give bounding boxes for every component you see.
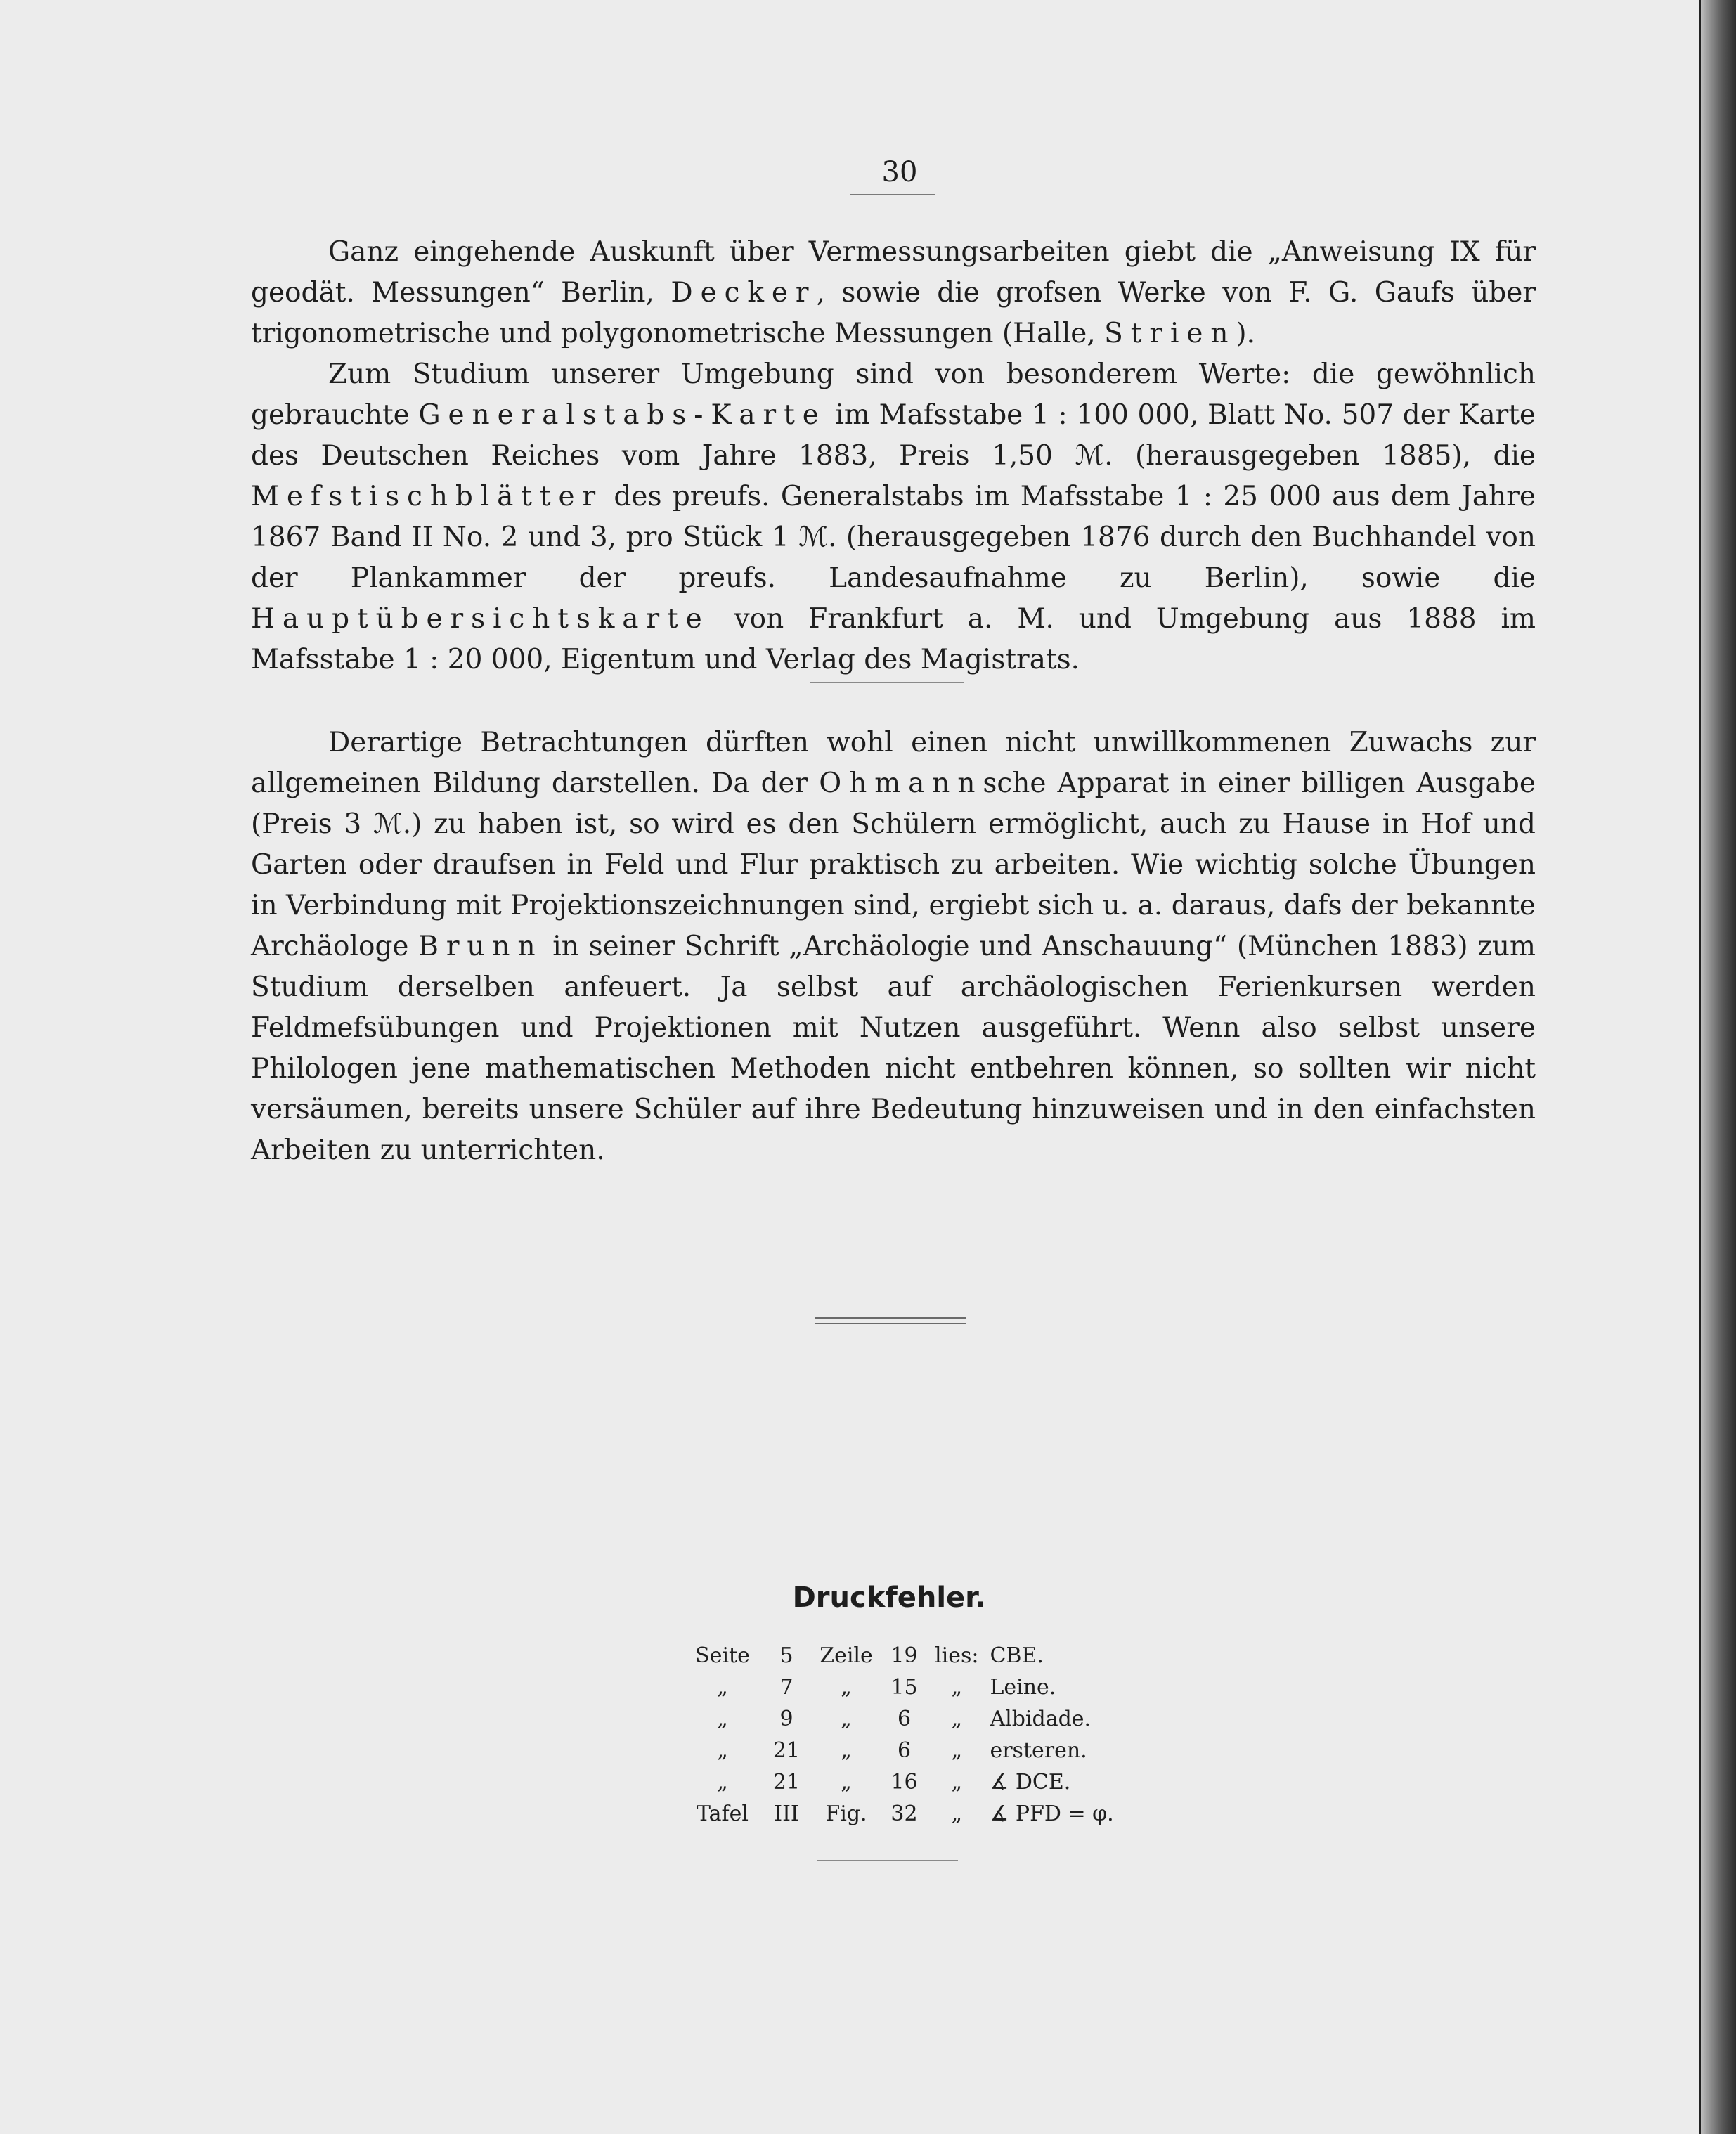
errata-cell: 6 <box>897 1738 912 1763</box>
text-run: des preufs. Generalstabs im Mafsstabe 1 : 25 000 aus dem Jahre 1867 Band II No. 2 und 3, pro Stück 1 ℳ. (herausgegeben 1876 durch den Buchhandel von der Plankammer der preufs. Landesaufnahme zu Berlin), sowie die <box>251 481 1536 594</box>
text-run: sche Apparat in einer billigen Ausgabe (Preis 3 ℳ.) zu haben ist, so wird es den Schülern ermöglicht, auch zu Hause in Hof und Garten oder draufsen in Feld und Flur praktisch zu arbeiten. Wie wichtig solche Übungen in Verbindung mit Projektionszeichnungen sind, ergiebt sich u. a. daraus, dafs der bekannte Archäologe <box>251 768 1536 962</box>
double-rule-bottom <box>815 1323 966 1324</box>
errata-cell: „ <box>841 1738 852 1763</box>
text-run: , sowie die grofsen Werke von F. G. Gaufs über trigonometrische und polygonometrische Messungen (Halle, <box>251 277 1536 349</box>
text-run: ). <box>1236 318 1256 349</box>
errata-cell: Seite <box>695 1643 750 1668</box>
text-run: im Mafsstabe 1 : 100 000, Blatt No. 507 der Karte des Deutschen Reiches vom Jahre 1883, Preis 1,50 ℳ. (herausgegeben 1885), die <box>251 399 1536 472</box>
errata-cell: Zeile <box>820 1643 873 1668</box>
errata-cell: 21 <box>772 1770 801 1794</box>
paragraph <box>251 354 1536 680</box>
text-section-references <box>251 232 1536 680</box>
errata-cell: ersteren. <box>990 1738 1087 1763</box>
spaced-name: Strien <box>1104 318 1236 349</box>
spaced-name: Brunn <box>418 931 543 962</box>
spaced-name: Hauptübersichtskarte <box>251 603 710 635</box>
errata-cell: „ <box>951 1707 962 1731</box>
errata-end-rule <box>817 1860 958 1861</box>
errata-cell: Albidade. <box>990 1707 1092 1731</box>
errata-cell: III <box>774 1802 799 1826</box>
page-number: 30 <box>881 156 918 188</box>
errata-cell: lies: <box>935 1643 979 1668</box>
errata-cell: „ <box>841 1770 852 1794</box>
errata-row <box>685 1798 1150 1830</box>
text-run: Derartige Betrachtungen dürften wohl einen nicht unwillkommenen Zuwachs zur allgemeinen Bildung darstellen. Da der <box>251 727 1536 799</box>
spaced-name: Mefstischblätter <box>251 481 604 512</box>
errata-cell: 15 <box>890 1675 918 1700</box>
errata-cell: „ <box>951 1770 962 1794</box>
errata-cell: 16 <box>890 1770 918 1794</box>
errata-cell: „ <box>717 1770 728 1794</box>
errata-cell: 6 <box>897 1707 912 1731</box>
errata-row <box>685 1735 1150 1766</box>
double-rule-top <box>815 1317 966 1319</box>
text-run: von Frankfurt a. M. und Umgebung aus 1888 im Mafsstabe 1 : 20 000, Eigentum und Verlag des Magistrats. <box>251 603 1536 675</box>
text-run: Ganz eingehende Auskunft über Vermessungsarbeiten giebt die „Anweisung IX für geodät. Messungen“ Berlin, <box>251 236 1536 309</box>
errata-cell: „ <box>717 1707 728 1731</box>
spaced-name: Generalstabs-Karte <box>418 399 827 431</box>
scan-edge <box>1701 0 1736 2134</box>
errata-cell: 32 <box>890 1802 918 1826</box>
errata-cell: „ <box>841 1675 852 1700</box>
errata-table <box>685 1640 1150 1830</box>
text-section-conclusion <box>251 723 1536 1171</box>
errata-cell: „ <box>717 1675 728 1700</box>
text-run: Zum Studium unserer Umgebung sind von besonderem Werte: die gewöhnlich gebrauchte <box>251 358 1536 431</box>
errata-cell: „ <box>951 1675 962 1700</box>
errata-title: Druckfehler. <box>792 1582 986 1614</box>
errata-cell: Fig. <box>825 1802 867 1826</box>
errata-cell: 5 <box>779 1643 793 1668</box>
section-divider <box>810 682 964 683</box>
errata-row <box>685 1703 1150 1735</box>
errata-cell: „ <box>841 1707 852 1731</box>
errata-row <box>685 1766 1150 1798</box>
errata-cell: „ <box>951 1738 962 1763</box>
errata-cell: 21 <box>772 1738 801 1763</box>
errata-cell: „ <box>717 1738 728 1763</box>
errata-cell: CBE. <box>990 1643 1044 1668</box>
page-number-rule <box>850 194 935 195</box>
errata-cell: ∡ PFD = φ. <box>990 1802 1114 1826</box>
errata-row <box>685 1671 1150 1703</box>
errata-cell: ∡ DCE. <box>990 1770 1071 1794</box>
paragraph <box>251 723 1536 1171</box>
errata-cell: 7 <box>779 1675 793 1700</box>
errata-cell: 19 <box>890 1643 918 1668</box>
errata-cell: Tafel <box>696 1802 749 1826</box>
errata-cell: 9 <box>779 1707 793 1731</box>
text-run: in seiner Schrift „Archäologie und Anschauung“ (München 1883) zum Studium derselben anfeuert. Ja selbst auf archäologischen Ferienkursen werden Feldmefsübungen und Projektionen mit Nutzen ausgeführt. Wenn also selbst unsere Philologen jene mathematischen Methoden nicht entbehren können, so sollten wir nicht versäumen, bereits unsere Schüler auf ihre Bedeutung hinzuweisen und in den einfachsten Arbeiten zu unterrichten. <box>251 931 1536 1166</box>
errata-row <box>685 1640 1150 1671</box>
spaced-name: Decker <box>671 277 817 309</box>
errata-cell: „ <box>951 1802 962 1826</box>
paragraph <box>251 232 1536 354</box>
spaced-name: Ohmann <box>819 768 983 799</box>
errata-cell: Leine. <box>990 1675 1056 1700</box>
